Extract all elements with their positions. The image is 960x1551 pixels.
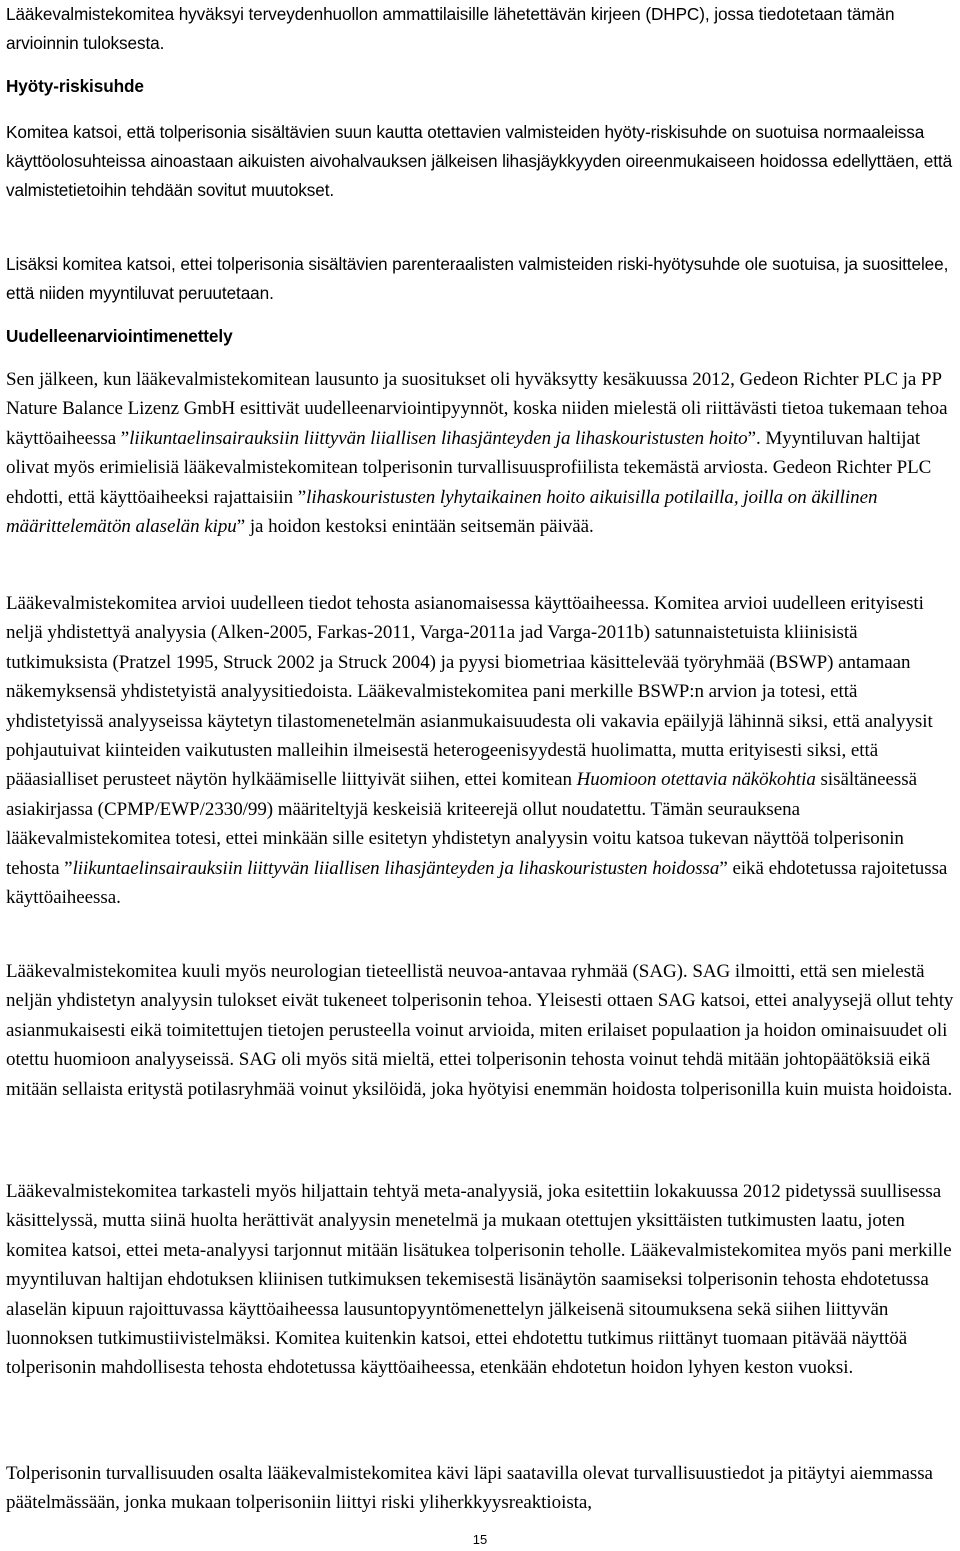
section-heading-benefit-risk: Hyöty-riskisuhde bbox=[6, 76, 144, 96]
italic-document-title: Huomioon otettavia näkökohtia bbox=[576, 769, 816, 791]
intro-paragraph: Lääkevalmistekomitea hyväksyi terveydenhuollon ammattilaisille lähetettävän kirjeen (DHPC), jossa tiedotetaan tämän arvioinnin tuloksesta. bbox=[6, 4, 895, 53]
sag-paragraph: Lääkevalmistekomitea kuuli myös neurologian tieteellistä neuvoa-antavaa ryhmää (SAG). SAG ilmoitti, että sen mielestä neljän yhdistetyn analyysin tulokset eivät tukeneet tolperisonin tehoa. Yleisesti ottaen SAG katsoi, ettei analyysejä ollut tehty asianmukaisesti eikä toimitettujen tietojen perusteella voinut arvioida, miten erilaiset populaation ja hoidon ominaisuudet oli otettu huomioon analyyseissä. SAG oli myös sitä mieltä, ettei tolperisonin tehosta voinut tehdä mitään johtopäätöksiä eikä mitään sellaista eritystä potilasryhmää voinut yksilöidä, joka hyötyisi enemmän hoidosta tolperisonilla kuin muista hoidoista. bbox=[6, 961, 954, 1100]
text-run: ” ja hoidon kestoksi enintään seitsemän päivää. bbox=[236, 516, 594, 538]
section-heading-reexamination: Uudelleenarviointimenettely bbox=[6, 326, 233, 346]
page-number: 15 bbox=[472, 1532, 488, 1547]
meta-analysis-paragraph: Lääkevalmistekomitea tarkasteli myös hiljattain tehtyä meta-analyysiä, joka esitettiin lokakuussa 2012 pidetyssä suullisessa käsittelyssä, mutta siinä huolta herättivät analyysin menetelmä ja mukaan otettujen yksittäisten tutkimusten laatu, joten komitea katsoi, ettei meta-analyysi tarjonnut mitään lisätukea tolperisonin teholle. Lääkevalmistekomitea myös pani merkille myyntiluvan haltijan ehdotuksen kliinisen tutkimuksen tekemisestä lisänäytön saamiseksi tolperisonin tehosta ehdotetussa alaselän kipuun rajoittuvassa käyttöaiheessa lausuntopyyntömenettelyn jälkeisenä sitoumuksena sekä siihen liittyvän luonnoksen tutkimustiivistelmäksi. Komitea kuitenkin katsoi, ettei ehdotettu tutkimus riittänyt tuomaan pitävää näyttöä tolperisonin mahdollisesta tehosta ehdotetussa käyttöaiheessa, etenkään ehdotetun hoidon lyhyen keston vuoksi. bbox=[6, 1181, 952, 1379]
italic-indication-text: liikuntaelinsairauksiin liittyvän liiallisen lihasjänteyden ja lihaskouristusten hoidossa bbox=[72, 857, 720, 879]
parenteral-paragraph: Lisäksi komitea katsoi, ettei tolperisonia sisältävien parenteraalisten valmisteiden riski-hyötysuhde ole suotuisa, ja suosittelee, että niiden myyntiluvat peruutetaan. bbox=[6, 254, 949, 303]
text-run: Sen jälkeen, kun lääkevalmistekomitean lausunto ja suositukset oli hyväksytty kesäkuussa 2012, Gedeon Richter PLC ja PP Nature Balance Lizenz GmbH esittivät uudelleenarviointipyynnöt, koska niiden mielestä oli riittävästi tietoa tukemaan tehoa käyttöaiheessa ” bbox=[6, 369, 948, 449]
benefit-risk-paragraph: Komitea katsoi, että tolperisonia sisältävien suun kautta otettavien valmisteiden hyöty-riskisuhde on suotuisa normaaleissa käyttöolosuhteissa ainoastaan aikuisten aivohalvauksen jälkeisen lihasjäykkyyden oireenmukaiseen hoidossa edellyttäen, että valmistetietoihin tehdään sovitut muutokset. bbox=[6, 122, 953, 200]
italic-proposed-indication: lihaskouristusten lyhytaikainen hoito aikuisilla potilailla, joilla on äkillinen määrittelemätön alaselän kipu bbox=[6, 486, 878, 538]
text-run: Lääkevalmistekomitea arvioi uudelleen tiedot tehosta asianomaisessa käyttöaiheessa. Komitea arvioi uudelleen erityisesti neljä yhdistettyä analyysia (Alken-2005, Farkas-2011, Varga-2011a jad Varga-2011b) satunnaistetuista kliinisistä tutkimuksista (Pratzel 1995, Struck 2002 ja Struck 2004) ja pyysi biometriaa käsittelevää työryhmää (BSWP) antamaan näkemyksensä yhdistetyistä analyysitiedoista. Lääkevalmistekomitea pani merkille BSWP:n arvion ja totesi, että yhdistetyissä analyyseissa käytetyn tilastomenetelmän asianmukaisuudesta oli vakavia epäilyjä lähinnä siksi, että analyysit pohjautuivat kiinteiden vaikutusten malleihin ilmeisestä heterogeenisyydestä huolimatta, mutta erityisesti siksi, että pääasialliset perusteet näytön hylkäämiselle liittyivät siihen, ettei komitean bbox=[6, 593, 933, 791]
italic-indication-text: liikuntaelinsairauksiin liittyvän liiallisen lihasjänteyden ja lihaskouristusten hoito bbox=[129, 427, 748, 449]
text-run: ”. Myyntiluvan haltijat olivat myös erimielisiä lääkevalmistekomitean tolperisonin turvallisuusprofiilista tekemästä arviosta. Gedeon Richter PLC ehdotti, että käyttöaiheeksi rajattaisiin ” bbox=[6, 427, 932, 508]
reexamination-request-paragraph bbox=[6, 365, 954, 541]
text-run: sisältäneessä asiakirjassa (CPMP/EWP/2330/99) määriteltyjä keskeisiä kriteerejä ollut noudatettu. Tämän seurauksena lääkevalmistekomitea totesi, ettei minkään sille esitetyn yhdistetyn analyysin voitu katsoa tukevan näyttöä tolperisonin tehosta ” bbox=[6, 769, 917, 879]
safety-paragraph: Tolperisonin turvallisuuden osalta lääkevalmistekomitea kävi läpi saatavilla olevat turvallisuustiedot ja pitäytyi aiemmassa päätelmässään, jonka mukaan tolperisoniin liittyi riski yliherkkyysreaktioista, bbox=[6, 1463, 933, 1514]
text-run: ” eikä ehdotetussa rajoitetussa käyttöaiheessa. bbox=[6, 857, 948, 909]
efficacy-reassessment-paragraph bbox=[6, 589, 954, 912]
